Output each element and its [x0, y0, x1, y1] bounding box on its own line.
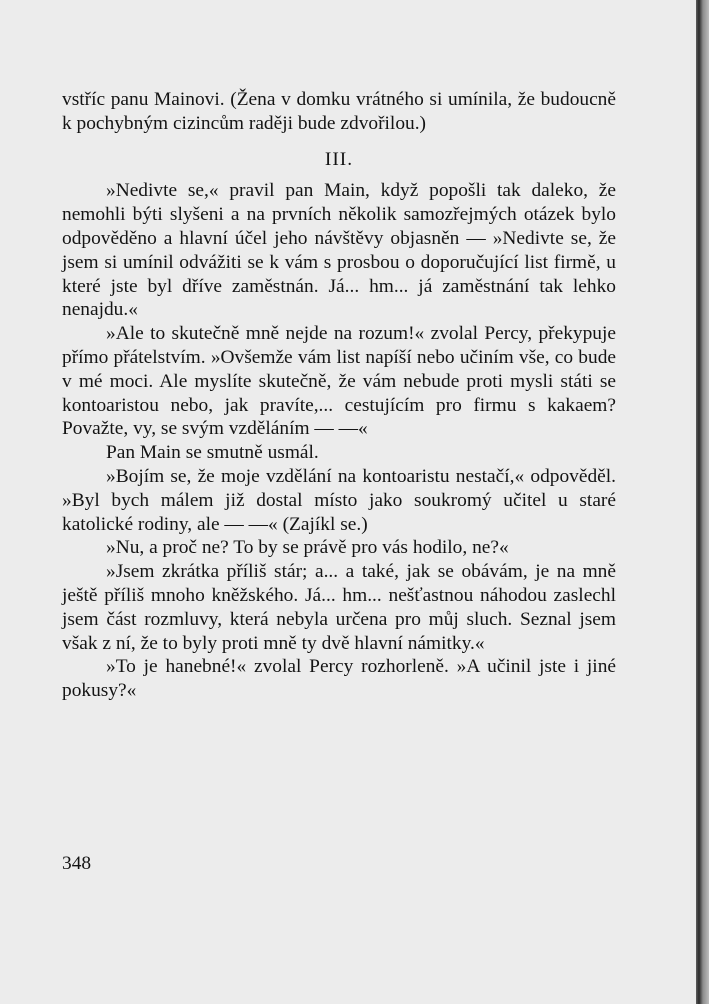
paragraph: »To je hanebné!« zvolal Percy rozhorleně. »A učinil jste i jiné pokusy?«: [62, 656, 616, 702]
paragraph: »Jsem zkrátka příliš stár; a... a také, jak se obávám, je na mně ještě příliš mnoho kněžského. Já... hm... nešťastnou náhodou zaslechl jsem část rozmluvy, která nebyla určena pro můj sluch. Seznal jsem však z ní, že to byly proti mně ty dvě hlavní námitky.«: [62, 561, 616, 654]
page-text: [62, 88, 616, 703]
page-edge-shadow: [696, 0, 709, 1004]
paragraph: »Nedivte se,« pravil pan Main, když popošli tak daleko, že nemohli býti slyšeni a na prvních několik samozřejmých otázek bylo odpověděno a hlavní účel jeho návštěvy objasněn — »Nedivte se, že jsem si umínil odvážiti se k vám s prosbou o doporučující list firmě, u které jste byl dříve zaměstnán. Já... hm... já zaměstnání tak lehko nenajdu.«: [62, 180, 616, 321]
paragraph: Pan Main se smutně usmál.: [106, 442, 319, 464]
paragraph-continuation: vstříc panu Mainovi. (Žena v domku vrátného si umínila, že budoucně k pochybným cizincům raději bude zdvořilou.): [62, 89, 616, 134]
chapter-heading: III.: [324, 148, 354, 170]
paragraph: »Ale to skutečně mně nejde na rozum!« zvolal Percy, překypuje přímo přátelstvím. »Ovšemže vám list napíší nebo učiním vše, co bude v mé moci. Ale myslíte skutečně, že vám nebude proti mysli státi se kontoaristou nebo, jak pravíte,... cestujícím pro firmu s kakaem? Považte, vy, se svým vzděláním — —«: [62, 323, 616, 440]
paragraph: »Bojím se, že moje vzdělání na kontoaristu nestačí,« odpověděl. »Byl bych málem již dostal místo jako soukromý učitel u staré katolické rodiny, ale — —« (Zajíkl se.): [62, 465, 616, 535]
paragraph: »Nu, a proč ne? To by se právě pro vás hodilo, ne?«: [106, 537, 509, 559]
page-number: 348: [62, 853, 92, 874]
